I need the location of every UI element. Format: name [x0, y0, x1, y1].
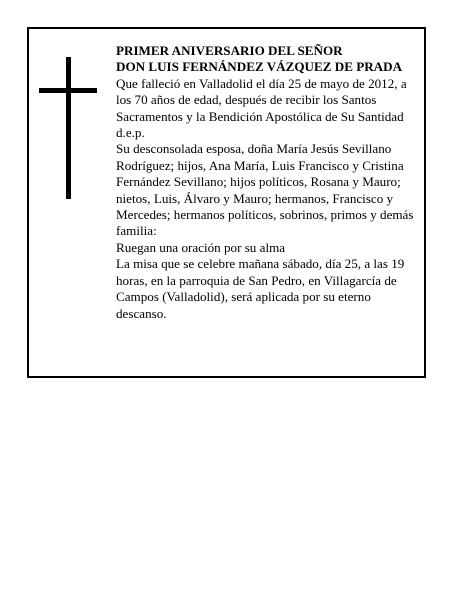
- cross-icon: [39, 57, 97, 199]
- mass-paragraph: La misa que se celebre mañana sábado, día 25, a las 19 horas, en la parroquia de San Pedro, en Villagarcía de Campos (Valladolid), será aplicada por su eterno descanso.: [116, 256, 405, 321]
- cross-vertical-bar: [66, 57, 71, 199]
- family-paragraph: Su desconsolada esposa, doña María Jesús Sevillano Rodríguez; hijos, Ana María, Luis Francisco y Cristina Fernández Sevillano; hijos políticos, Rosana y Mauro; nietos, Luis, Álvaro y Mauro; hermanos, Francisco y Mercedes; hermanos políticos, sobrinos, primos y demás familia:: [116, 141, 414, 239]
- notice-heading-line1: PRIMER ANIVERSARIO DEL SEÑOR: [116, 43, 343, 58]
- death-paragraph: Que falleció en Valladolid el día 25 de mayo de 2012, a los 70 años de edad, después de recibir los Santos Sacramentos y la Bendición Apostólica de Su Santidad d.e.p.: [116, 75, 407, 141]
- cross-horizontal-bar: [39, 88, 97, 93]
- obituary-notice: [27, 27, 426, 378]
- prayer-paragraph: Ruegan una oración por su alma: [116, 239, 286, 255]
- notice-heading-line2: DON LUIS FERNÁNDEZ VÁZQUEZ DE PRADA: [116, 59, 403, 75]
- notice-body: [116, 43, 422, 322]
